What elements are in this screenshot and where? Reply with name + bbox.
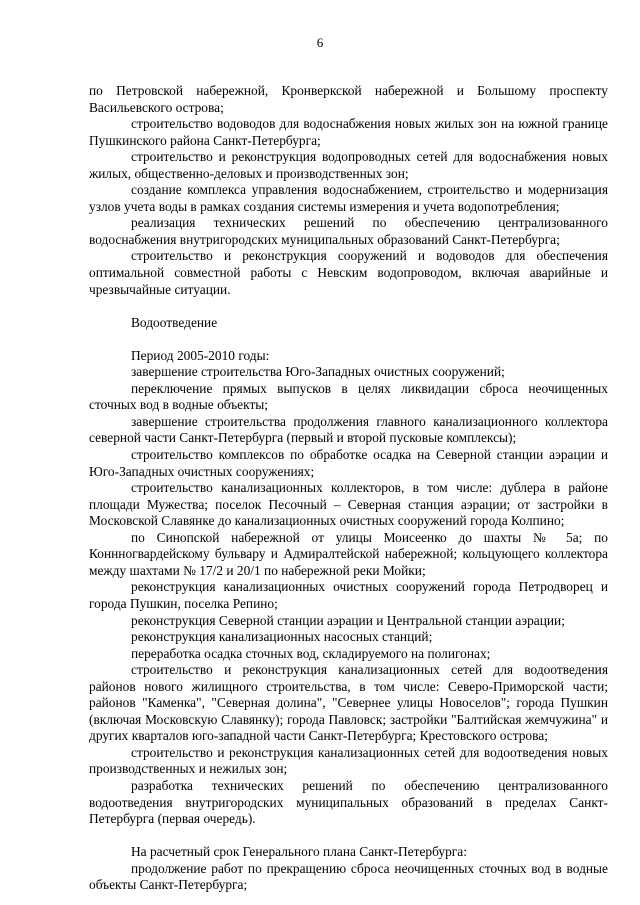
list-item: строительство и реконструкция канализационных сетей для водоотведения новых производственных и нежилых зон; (89, 744, 608, 777)
list-item: строительство и реконструкция канализационных сетей для водоотведения районов нового жилищного строительства, в том числе: Северо-Приморской части; районов "Каменка", "Северная долина", "Севернее улицы Новоселов"; города Пушкин (включая Московскую Славянку); города Павловск; застройки "Балтийская жемчужина" и других кварталов юго-западной части Санкт-Петербурга; Крестовского острова; (89, 662, 608, 744)
spacer (89, 331, 608, 348)
paragraph: создание комплекса управления водоснабжением, строительство и модернизация узлов учета воды в рамках создания системы измерения и учета водопотребления; (89, 182, 608, 214)
list-item: разработка технических решений по обеспечению централизованного водоотведения внутригородских муниципальных образований в пределах Санкт-Петербурга (первая очередь). (89, 777, 608, 827)
page-number: 6 (316, 35, 324, 50)
spacer (89, 828, 608, 845)
list-item: переключение прямых выпусков в целях ликвидации сброса неочищенных сточных вод в водные объекты; (89, 380, 608, 413)
period-heading: На расчетный срок Генерального плана Санкт-Петербурга: (131, 844, 467, 860)
list-item: по Синопской набережной от улицы Моисеенко до шахты № 5а; по Коннногвардейскому бульвару и Адмиралтейской набережной; кольцующего коллектора между шахтами № 17/2 и 20/1 по набережной реки Мойки; (89, 529, 608, 578)
paragraph: реализация технических решений по обеспечению централизованного водоснабжения внутригородских муниципальных образований Санкт-Петербурга; (89, 215, 608, 247)
paragraph: по Петровской набережной, Кронверкской набережной и Большому проспекту Васильевского острова; (89, 83, 608, 115)
paragraph: строительство и реконструкция сооружений и водоводов для обеспечения оптимальной совместной работы с Невским водопроводом, включая аварийные и чрезвычайные ситуации. (89, 248, 608, 297)
list-item: завершение строительства продолжения главного канализационного коллектора северной части Санкт-Петербурга (первый и второй пусковые комплексы); (89, 413, 608, 446)
list-item: реконструкция Северной станции аэрации и Центральной станции аэрации; (131, 612, 565, 628)
period-heading: Период 2005-2010 годы: (131, 347, 270, 363)
document-body (89, 83, 608, 894)
paragraph: строительство и реконструкция водопроводных сетей для водоснабжения новых жилых, общественно-деловых и производственных зон; (89, 149, 608, 181)
list-item: строительство комплексов по обработке осадка на Северной станции аэрации и Юго-Западных очистных сооружениях; (89, 447, 608, 479)
paragraph: строительство водоводов для водоснабжения новых жилых зон на южной границе Пушкинского района Санкт-Петербурга; (89, 116, 608, 148)
list-item: строительство канализационных коллекторов, в том числе: дублера в районе площади Мужества; поселок Песочный – Северная станция аэрации; от застройки в Московской Славянке до канализационных очистных сооружений города Колпино; (89, 480, 608, 529)
section-heading: Водоотведение (131, 314, 218, 330)
list-item: завершение строительства Юго-Западных очистных сооружений; (131, 364, 505, 380)
list-item: продолжение работ по прекращению сброса неочищенных сточных вод в водные объекты Санкт-Петербурга; (89, 860, 608, 893)
spacer (89, 298, 608, 315)
list-item: реконструкция канализационных очистных сооружений города Петродворец и города Пушкин, поселка Репино; (89, 579, 608, 611)
list-item: переработка осадка сточных вод, складируемого на полигонах; (131, 645, 491, 661)
list-item: реконструкция канализационных насосных станций; (131, 629, 433, 645)
